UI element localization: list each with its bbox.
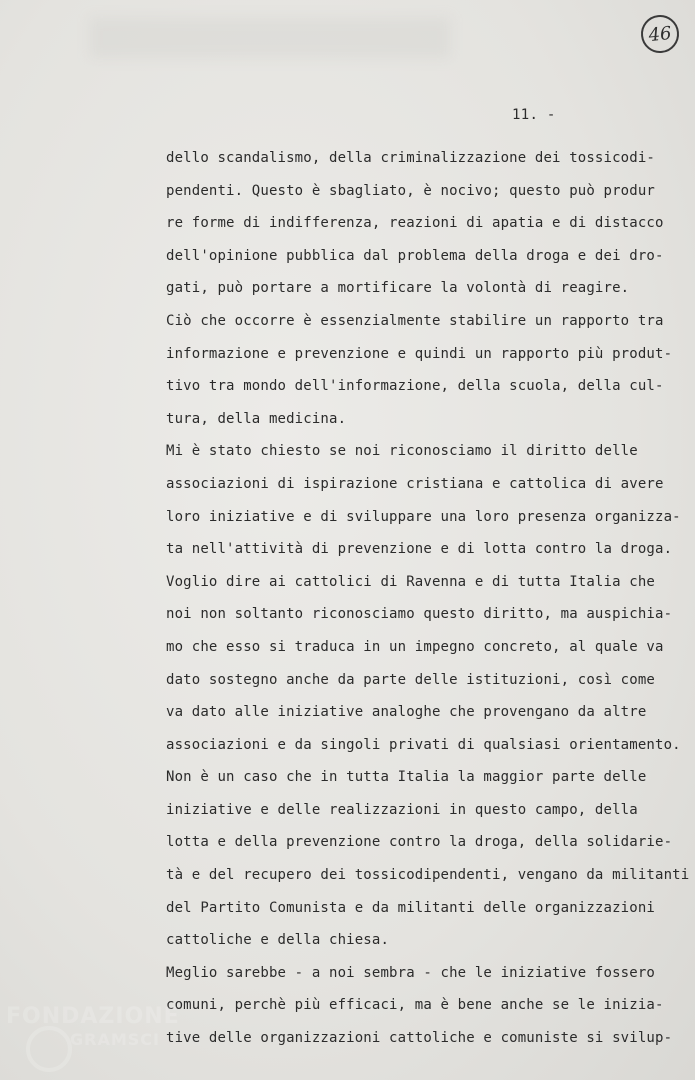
watermark-line-1: FONDAZIONE <box>6 1004 180 1029</box>
watermark-ring-icon <box>26 1026 72 1072</box>
archive-watermark-logo <box>0 998 180 1080</box>
typewritten-body <box>166 146 690 1059</box>
text-line: comuni, perchè più efficaci, ma è bene anche se le inizia- <box>166 997 664 1014</box>
text-line: dello scandalismo, della criminalizzazione dei tossicodi- <box>166 150 655 166</box>
text-line: tura, della medicina. <box>166 410 347 427</box>
text-line: noi non soltanto riconosciamo questo diritto, ma auspichia- <box>166 606 673 623</box>
text-line: dell'opinione pubblica dal problema della droga e dei dro- <box>166 247 664 264</box>
page-number: 11. - <box>512 107 556 123</box>
text-line: re forme di indifferenza, reazioni di apatia e di distacco <box>166 215 664 232</box>
text-line: Voglio dire ai cattolici di Ravenna e di tutta Italia che <box>166 573 655 590</box>
text-line: Non è un caso che in tutta Italia la maggior parte delle <box>166 769 647 786</box>
text-line: gati, può portare a mortificare la volontà di reagire. <box>166 280 630 297</box>
text-line: associazioni di ispirazione cristiana e cattolica di avere <box>166 475 664 492</box>
text-line: tive delle organizzazioni cattoliche e comuniste si svilup- <box>166 1030 673 1047</box>
text-line: Meglio sarebbe - a noi sembra - che le iniziative fossero <box>166 964 655 981</box>
text-line: informazione e prevenzione e quindi un rapporto più produt- <box>166 345 673 362</box>
text-line: del Partito Comunista e da militanti delle organizzazioni <box>166 899 655 916</box>
handwritten-page-mark-text: 46 <box>647 22 673 46</box>
text-line: mo che esso si traduca in un impegno concreto, al quale va <box>166 638 664 655</box>
text-line: Mi è stato chiesto se noi riconosciamo il diritto delle <box>166 443 638 460</box>
handwritten-page-mark <box>639 13 681 55</box>
watermark-line-2: GRAMSCI <box>70 1030 160 1049</box>
text-line: loro iniziative e di sviluppare una loro presenza organizza- <box>166 508 681 525</box>
text-line: dato sostegno anche da parte delle istituzioni, così come <box>166 671 655 688</box>
text-line: associazioni e da singoli privati di qualsiasi orientamento. <box>166 736 681 753</box>
scan-smudge <box>90 18 450 58</box>
text-line: cattoliche e della chiesa. <box>166 932 390 949</box>
text-line: iniziative e delle realizzazioni in questo campo, della <box>166 801 638 818</box>
text-line: tivo tra mondo dell'informazione, della scuola, della cul- <box>166 378 664 395</box>
text-line: tà e del recupero dei tossicodipendenti, vengano da militanti <box>166 867 690 884</box>
text-line: pendenti. Questo è sbagliato, è nocivo; questo può produr <box>166 182 655 199</box>
text-line: lotta e della prevenzione contro la droga, della solidarie- <box>166 834 673 851</box>
text-line: ta nell'attività di prevenzione e di lotta contro la droga. <box>166 541 673 558</box>
text-line: Ciò che occorre è essenzialmente stabilire un rapporto tra <box>166 312 664 329</box>
text-line: va dato alle iniziative analoghe che provengano da altre <box>166 704 647 721</box>
